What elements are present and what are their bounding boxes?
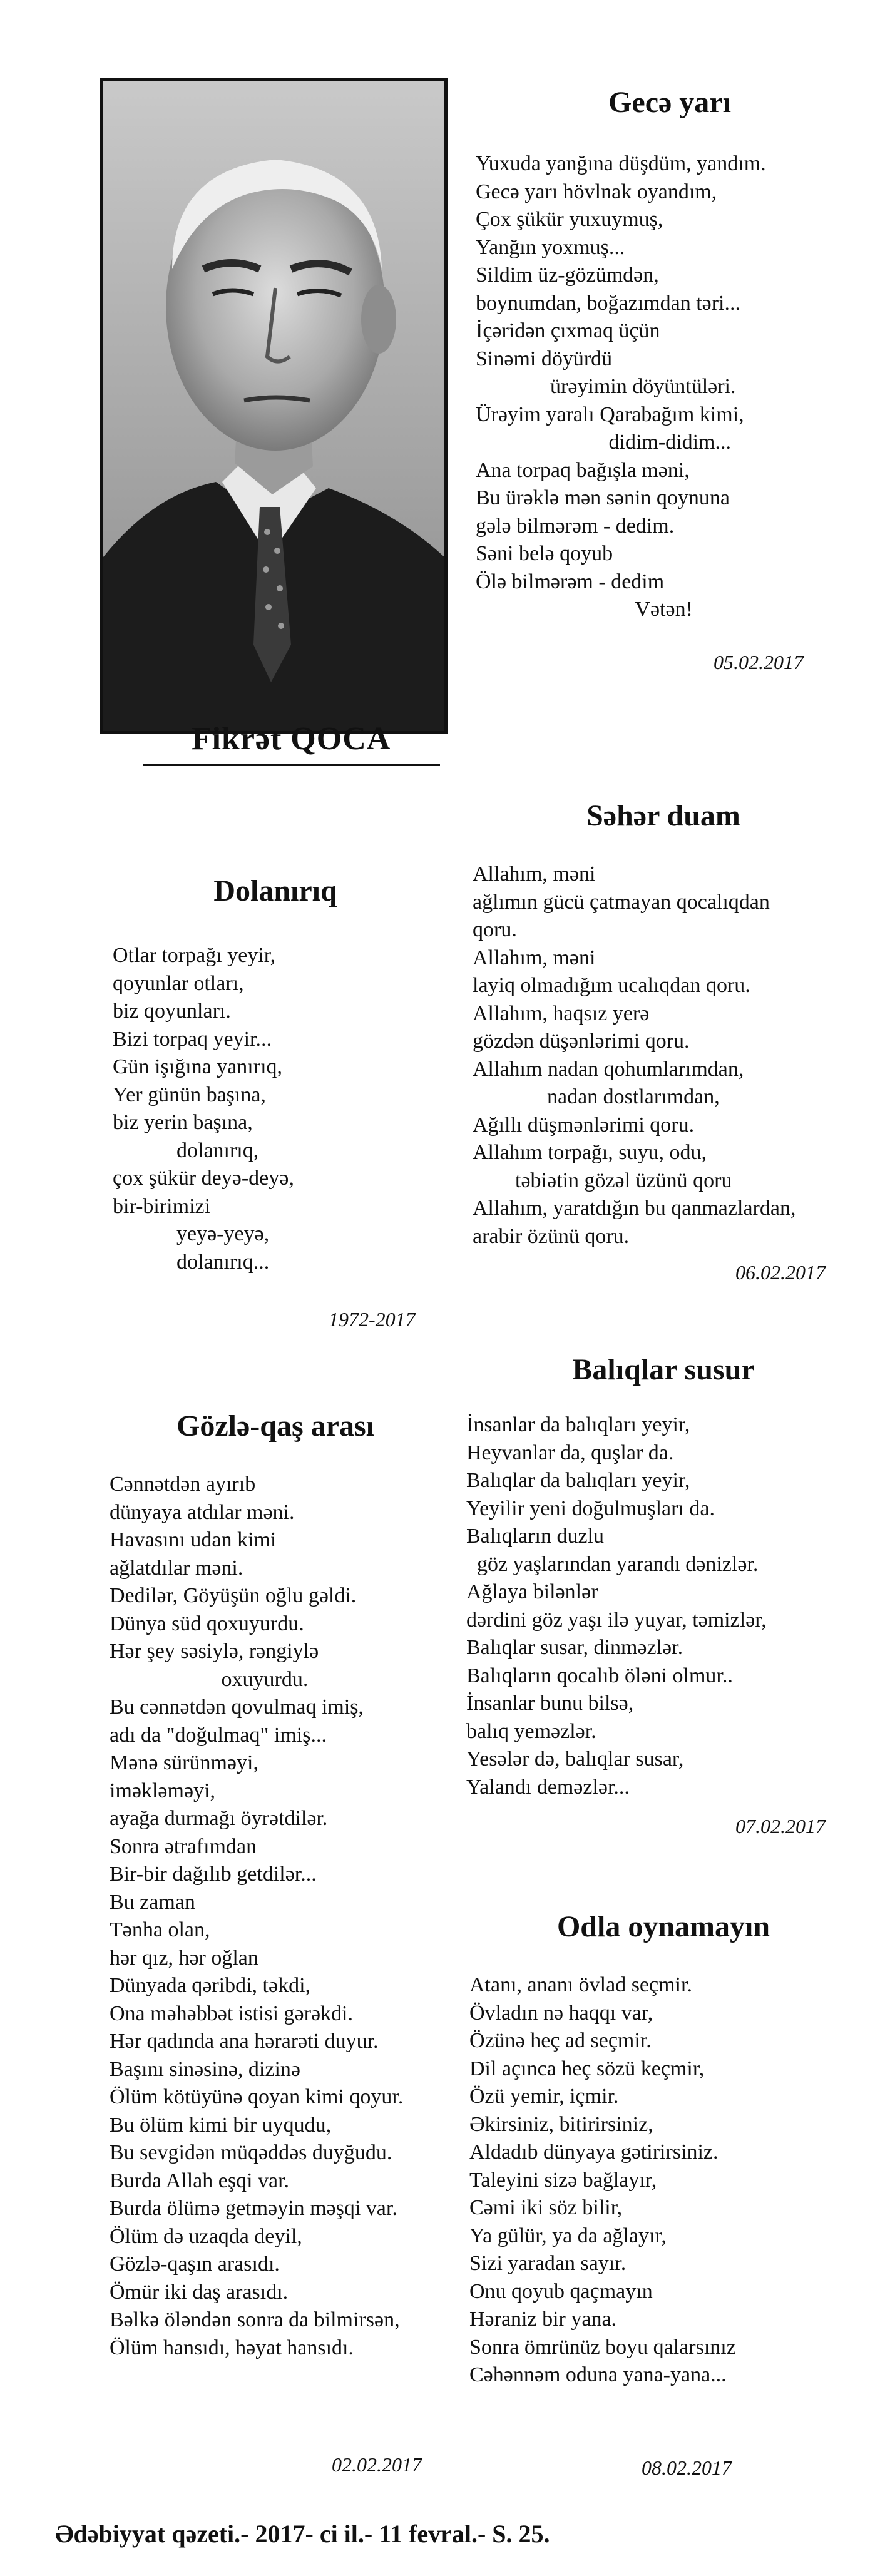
poem-line: Balıqlar da balıqları yeyir,	[466, 1469, 690, 1492]
poem-line: qoru.	[473, 918, 517, 941]
poem-title: Səhər duam	[586, 799, 740, 832]
poem-line: Sildim üz-gözümdən,	[476, 263, 659, 287]
poem-line: yeyə-yeyə,	[113, 1222, 270, 1245]
poem-line: Vətən!	[476, 598, 693, 621]
poem-line: Dünyada qəribdi, təkdi,	[110, 1974, 311, 1997]
poem-line: Allahım, yaratdığın bu qanmazlardan,	[473, 1197, 796, 1220]
poem-line: Gün işığına yanırıq,	[113, 1055, 283, 1078]
author-photo	[100, 78, 448, 734]
poem-line: Ona məhəbbət istisi gərəkdi.	[110, 2001, 354, 2025]
poem-body	[466, 1411, 867, 1801]
author-underline	[143, 764, 440, 766]
poem-title: Balıqlar susur	[572, 1353, 755, 1386]
poem-line: Əkirsiniz, bitirirsiniz,	[469, 2112, 653, 2136]
poem-line: Yanğın yoxmuş...	[476, 235, 625, 259]
poem-line: gözdən düşənlərimi qoru.	[473, 1030, 690, 1053]
poem-line: Mənə sürünməyi,	[110, 1751, 258, 1774]
poem-line: iməkləməyi,	[110, 1779, 216, 1802]
poem-body	[469, 1971, 870, 2389]
poem-line: Yuxuda yanğına düşdüm, yandım.	[476, 152, 766, 175]
poem-line: Aldadıb dünyaya gətirirsiniz.	[469, 2140, 719, 2164]
poem-line: çox şükür deyə-deyə,	[113, 1167, 294, 1190]
poem-title: Odla oynamayın	[556, 1910, 770, 1943]
poem-line: Allahım, məni	[473, 946, 596, 969]
poem-line: Cəmi iki söz bilir,	[469, 2196, 623, 2219]
poem-line: Bu ölüm kimi bir uyqudu,	[110, 2113, 332, 2137]
poem-line: Allahım, haqsız yerə	[473, 1001, 650, 1025]
poem-line: qoyunlar otları,	[113, 971, 244, 995]
poem-line: dolanırıq...	[113, 1250, 270, 1274]
poem-line: ayağa durmağı öyrətdilər.	[110, 1807, 328, 1830]
poem-line: Otlar torpağı yeyir,	[113, 944, 276, 967]
poem-line: İnsanlar da balıqları yeyir,	[466, 1413, 690, 1436]
poem-line: Cəhənnəm oduna yana-yana...	[469, 2363, 727, 2386]
poem-line: Hər qadında ana hərarəti duyur.	[110, 2030, 379, 2053]
poem-line: Başını sinəsinə, dizinə	[110, 2057, 301, 2081]
poem-line: bir-birimizi	[113, 1194, 211, 1218]
poem-line: Səni belə qoyub	[476, 542, 613, 565]
author-name: Fikrət QOCA	[191, 721, 391, 757]
poem-line: Yalandı deməzlər...	[466, 1775, 630, 1799]
poem-line: Havasını udan kimi	[110, 1528, 277, 1551]
poem-body	[473, 861, 873, 1250]
poem-line: Gözlə-qaşın arasıdı.	[110, 2252, 280, 2276]
poem-line: Atanı, ananı övlad seçmir.	[469, 1973, 692, 1996]
poem-line: boynumdan, boğazımdan təri...	[476, 291, 741, 315]
poem-body	[476, 150, 864, 624]
poem-line: Özünə heç ad seçmir.	[469, 2029, 652, 2052]
poem-date: 07.02.2017	[735, 1815, 826, 1837]
poem-line: dolanırıq,	[113, 1138, 259, 1162]
poem-date: 1972-2017	[329, 1308, 416, 1331]
poem-line: gələ bilmərəm - dedim.	[476, 514, 675, 538]
poem-line: Allahım, məni	[473, 862, 596, 886]
poem-line: Cənnətdən ayırıb	[110, 1473, 256, 1496]
poem-line: Ölüm də uzaqda deyil,	[110, 2224, 302, 2248]
poem-line: Ya gülür, ya da ağlayır,	[469, 2224, 667, 2247]
poem-title: Gözlə-qaş arası	[176, 1409, 374, 1443]
poem-date: 02.02.2017	[332, 2453, 422, 2476]
poem-line: Heyvanlar da, quşlar da.	[466, 1441, 674, 1464]
poem-line: Bir-bir dağılıb getdilər...	[110, 1863, 317, 1886]
poem-line: Ölüm hansıdı, həyat hansıdı.	[110, 2336, 354, 2359]
poem-line: Bu sevgidən müqəddəs duyğudu.	[110, 2141, 392, 2164]
poem-line: Ağıllı düşmənlərimi qoru.	[473, 1113, 695, 1137]
poem-line: Ürəyim yaralı Qarabağım kimi,	[476, 402, 744, 426]
poem-line: Ağlaya bilənlər	[466, 1580, 598, 1603]
poem-line: Ölə bilmərəm - dedim	[476, 570, 665, 593]
poem-line: biz qoyunları.	[113, 999, 231, 1023]
poem-line: Bəlkə öləndən sonra da bilmirsən,	[110, 2308, 400, 2331]
poem-line: ağlımın gücü çatmayan qocalıqdan	[473, 890, 770, 914]
poem-line: Sizi yaradan sayır.	[469, 2252, 627, 2275]
poem-line: Ömür iki daş arasıdı.	[110, 2280, 289, 2304]
poem-line: Onu qoyub qaçmayın	[469, 2279, 653, 2303]
poem-line: Bu cənnətdən qovulmaq imiş,	[110, 1695, 364, 1719]
poem-line: didim-didim...	[476, 431, 731, 454]
poem-line: biz yerin başına,	[113, 1111, 253, 1134]
poem-title: Dolanırıq	[213, 874, 337, 907]
poem-line: təbiətin gözəl üzünü qoru	[473, 1168, 732, 1192]
poem-line: göz yaşlarından yarandı dənizlər.	[466, 1552, 759, 1576]
poem-line: Sonra ömrünüz boyu qalarsınız	[469, 2335, 736, 2359]
poem-body	[113, 942, 438, 1276]
poem-line: nadan dostlarımdan,	[473, 1085, 720, 1108]
poem-line: Allahım nadan qohumlarımdan,	[473, 1057, 744, 1081]
poem-line: hər qız, hər oğlan	[110, 1946, 258, 1970]
poem-line: Bu zaman	[110, 1890, 195, 1914]
poem-line: dünyaya atdılar məni.	[110, 1500, 295, 1524]
poem-line: oxuyurdu.	[110, 1667, 309, 1691]
poem-line: arabir özünü qoru.	[473, 1224, 630, 1248]
poem-line: Ölüm kötüyünə qoyan kimi qoyur.	[110, 2085, 404, 2108]
poem-line: İnsanlar bunu bilsə,	[466, 1692, 634, 1715]
poem-line: Çox şükür yuxuymuş,	[476, 208, 663, 231]
poem-line: adı da "doğulmaq" imiş...	[110, 1723, 327, 1747]
poem-line: Dünya süd qoxuyurdu.	[110, 1612, 304, 1635]
poem-line: balıq yeməzlər.	[466, 1719, 596, 1743]
poem-line: Bu ürəklə mən sənin qoynuna	[476, 486, 730, 509]
poem-line: Sinəmi döyürdü	[476, 347, 613, 371]
poem-line: dərdini göz yaşı ilə yuyar, təmizlər,	[466, 1608, 767, 1632]
poem-line: Balıqların qocalıb öləni olmur..	[466, 1664, 733, 1687]
poem-line: Dil açınca heç sözü keçmir,	[469, 2057, 705, 2080]
poem-line: Taleyini sizə bağlayır,	[469, 2168, 657, 2192]
poem-line: Həraniz bir yana.	[469, 2308, 617, 2331]
poem-line: Özü yemir, içmir.	[469, 2085, 619, 2108]
poem-line: Tənha olan,	[110, 1918, 210, 1941]
poem-line: Yeyilir yeni doğulmuşları da.	[466, 1496, 715, 1520]
poem-title: Gecə yarı	[608, 86, 731, 119]
poem-line: İçəridən çıxmaq üçün	[476, 319, 660, 342]
poem-line: Yer günün başına,	[113, 1083, 266, 1107]
poem-body	[110, 1471, 460, 2362]
poem-line: Dedilər, Göyüşün oğlu gəldi.	[110, 1584, 357, 1607]
poem-date: 08.02.2017	[642, 2456, 732, 2479]
poem-line: Allahım torpağı, suyu, odu,	[473, 1141, 707, 1164]
poem-line: Hər şey səsiylə, rəngiylə	[110, 1640, 319, 1663]
publication-citation: Ədəbiyyat qəzeti.- 2017- ci il.- 11 fevral.- S. 25.	[55, 2520, 550, 2548]
poem-line: ürəyimin döyüntüləri.	[476, 375, 736, 398]
poem-line: Övladın nə haqqı var,	[469, 2001, 653, 2025]
poem-line: Burda Allah eşqi var.	[110, 2169, 290, 2192]
poem-line: ağlatdılar məni.	[110, 1556, 243, 1580]
poem-line: layiq olmadığım ucalıqdan qoru.	[473, 974, 750, 997]
poem-line: Ana torpaq bağışla məni,	[476, 458, 690, 482]
poem-line: Balıqlar susar, dinməzlər.	[466, 1636, 683, 1659]
poem-line: Bizi torpaq yeyir...	[113, 1027, 272, 1051]
poem-line: Gecə yarı hövlnak oyandım,	[476, 180, 717, 203]
poem-line: Burda ölümə getməyin məşqi var.	[110, 2197, 397, 2220]
poem-line: Yesələr də, balıqlar susar,	[466, 1747, 684, 1771]
poem-date: 05.02.2017	[714, 651, 804, 673]
poem-line: Balıqların duzlu	[466, 1525, 605, 1548]
poem-line: Sonra ətrafımdan	[110, 1834, 257, 1858]
poem-date: 06.02.2017	[735, 1261, 826, 1284]
